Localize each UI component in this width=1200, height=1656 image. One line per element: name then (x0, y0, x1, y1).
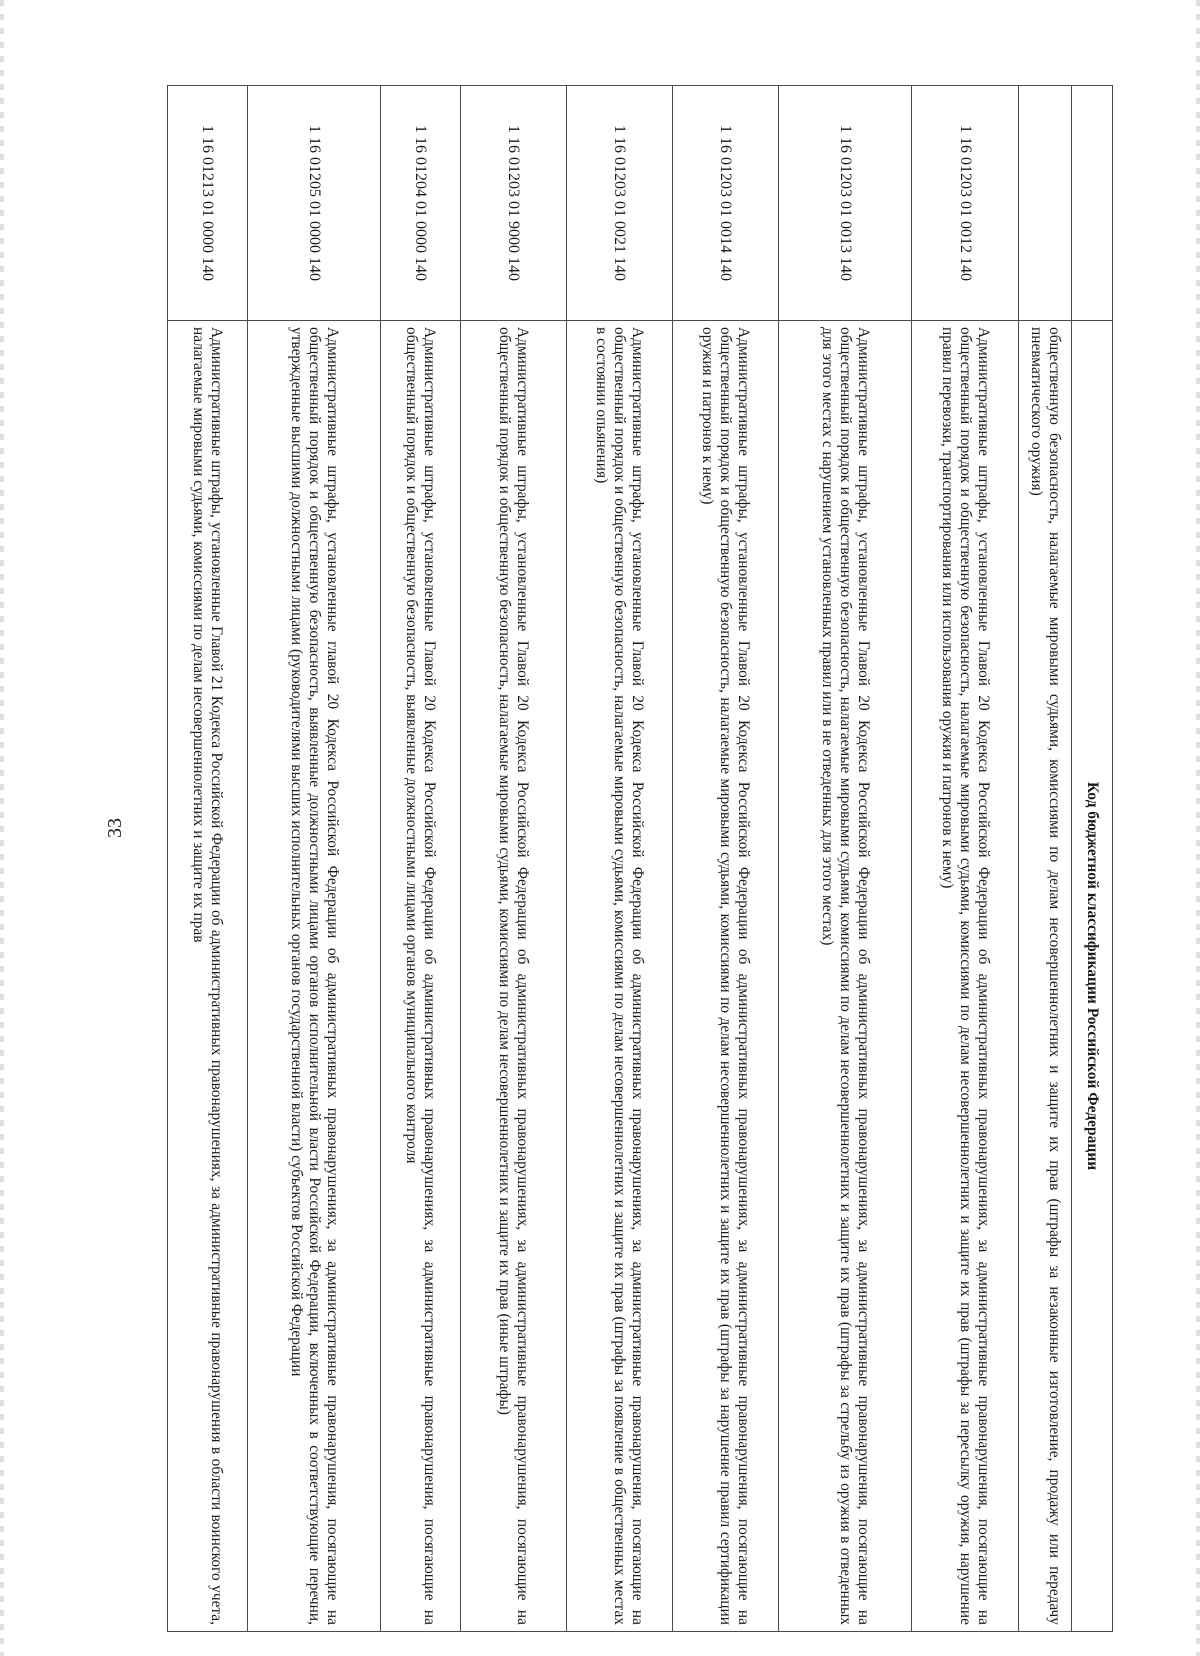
kbk-description: Административные штрафы, установленные Главой 20 Кодекса Российской Федерации об административных правонарушениях, за административные правонарушения, посягающие на общественный порядок и общественную безопасность, выявленные должностными лицами органов муниципального контроля (381, 321, 461, 1632)
kbk-code: 1 16 01203 01 0012 140 (912, 86, 1019, 321)
kbk-description: Административные штрафы, установленные главой 20 Кодекса Российской Федерации об административных правонарушениях, за административные правонарушения, посягающие на общественный порядок и общественную безопасность, выявленные должностными лицами органов исполнительной власти Российской Федерации, включенных в соответствующие перечни, утвержденные высшими должностными лицами (руководителями высших исполнительных органов государственной власти) субъектов Российской Федерации (248, 321, 381, 1632)
table-row (168, 86, 248, 1632)
table-row (461, 86, 567, 1632)
kbk-code: 1 16 01204 01 0000 140 (381, 86, 461, 321)
kbk-code: 1 16 01203 01 0013 140 (779, 86, 912, 321)
page-number: 33 (104, 818, 126, 838)
scan-edge-left (0, 0, 4, 1656)
kbk-code: 1 16 01203 01 0021 140 (567, 86, 673, 321)
table-row (248, 86, 381, 1632)
table-row (779, 86, 912, 1632)
kbk-description: Административные штрафы, установленные Главой 20 Кодекса Российской Федерации об административных правонарушениях, за административные правонарушения, посягающие на общественный порядок и общественную безопасность, налагаемые мировыми судьями, комиссиями по делам несовершеннолетних и защите их прав (иные штрафы) (461, 321, 567, 1632)
scan-edge-right (1196, 0, 1200, 1656)
kbk-description: Административные штрафы, установленные Главой 21 Кодекса Российской Федерации об административных правонарушениях, за административные правонарушения в области воинского учета, налагаемые мировыми судьями, комиссиями по делам несовершеннолетних и защите их прав (168, 321, 248, 1632)
kbk-description: Административные штрафы, установленные Главой 20 Кодекса Российской Федерации об административных правонарушениях, за административные правонарушения, посягающие на общественный порядок и общественную безопасность, налагаемые мировыми судьями, комиссиями по делам несовершеннолетних и защите их прав (штрафы за появление в общественных местах в состоянии опьянения) (567, 321, 673, 1632)
kbk-code (1019, 86, 1072, 321)
kbk-code: 1 16 01203 01 0014 140 (673, 86, 779, 321)
kbk-code: 1 16 01205 01 0000 140 (248, 86, 381, 321)
table-row (381, 86, 461, 1632)
kbk-description: Административные штрафы, установленные Главой 20 Кодекса Российской Федерации об административных правонарушениях, за административные правонарушения, посягающие на общественный порядок и общественную безопасность, налагаемые мировыми судьями, комиссиями по делам несовершеннолетних и защите их прав (штрафы за нарушение правил сертификации оружия и патронов к нему) (673, 321, 779, 1632)
kbk-description: Административные штрафы, установленные Главой 20 Кодекса Российской Федерации об административных правонарушениях, за административные правонарушения, посягающие на общественный порядок и общественную безопасность, налагаемые мировыми судьями, комиссиями по делам несовершеннолетних и защите их прав (штрафы за пересылку оружия, нарушение правил перевозки, транспортирования или использования оружия и патронов к нему) (912, 321, 1019, 1632)
rotated-table-container (133, 85, 1113, 1631)
table-row (673, 86, 779, 1632)
table-row (1019, 86, 1072, 1632)
kbk-code: 1 16 01203 01 9000 140 (461, 86, 567, 321)
table-row (912, 86, 1019, 1632)
budget-classification-table (167, 85, 1113, 1632)
table-row (567, 86, 673, 1632)
kbk-code: 1 16 01213 01 0000 140 (168, 86, 248, 321)
kbk-description: общественную безопасность, налагаемые мировыми судьями, комиссиями по делам несовершеннолетних и защите их прав (штрафы за незаконные изготовление, продажу или передачу пневматического оружия) (1019, 321, 1072, 1632)
header-name-cell: Код бюджетной классификации Российской Федерации (1072, 321, 1113, 1632)
table-header-row (1072, 86, 1113, 1632)
kbk-description: Административные штрафы, установленные Главой 20 Кодекса Российской Федерации об административных правонарушениях, за административные правонарушения, посягающие на общественный порядок и общественную безопасность, налагаемые мировыми судьями, комиссиями по делам несовершеннолетних и защите их прав (штрафы за стрельбу из оружия в отведенных для этого местах с нарушением установленных правил или в не отведенных для этого местах) (779, 321, 912, 1632)
header-code-cell (1072, 86, 1113, 321)
